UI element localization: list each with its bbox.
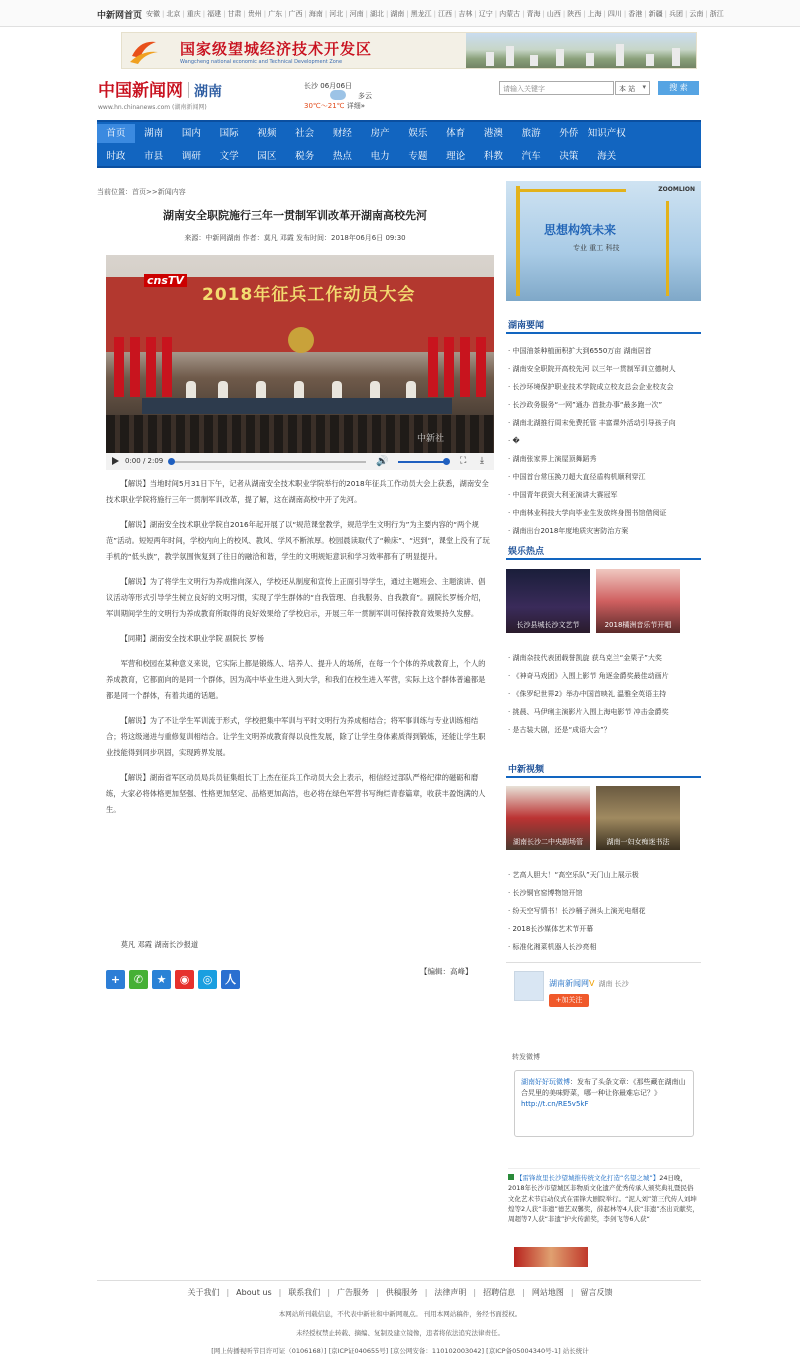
- qzone-icon[interactable]: ★: [152, 970, 171, 989]
- breadcrumb[interactable]: 当前位置：首页>>新闻内容: [97, 188, 186, 196]
- video-watermark: 中新社: [416, 434, 444, 444]
- footer-link[interactable]: 联系我们: [288, 1288, 321, 1297]
- province-link[interactable]: 云南: [689, 10, 704, 18]
- weather-temp: 30℃～21℃: [304, 102, 345, 110]
- thumb-caption: 湖南一妇女痴迷书法: [606, 838, 670, 846]
- weibo-widget: [506, 962, 701, 1149]
- thumb-caption: 2018橘洲音乐节开唱: [604, 621, 672, 629]
- province-link[interactable]: 山西: [546, 10, 561, 18]
- wechat-icon[interactable]: ✆: [129, 970, 148, 989]
- banner-title: 国家级望城经济技术开发区: [180, 40, 373, 58]
- verified-icon: V: [589, 979, 595, 988]
- province-link[interactable]: 湖北: [369, 10, 384, 18]
- ent-header: [506, 538, 701, 560]
- nav-item[interactable]: 房产: [370, 128, 390, 139]
- banner-subtitle: Wangcheng national economic and Technical Development Zone: [180, 59, 343, 65]
- ad-banner[interactable]: [121, 32, 697, 69]
- video-thumb[interactable]: [506, 786, 590, 850]
- weibo-post-link[interactable]: http://t.cn/RE5v5kF: [521, 1100, 589, 1108]
- province-link[interactable]: 河南: [349, 10, 364, 18]
- province-link[interactable]: 内蒙古: [499, 10, 521, 18]
- province-link[interactable]: 辽宁: [478, 10, 493, 18]
- province-link[interactable]: 福建: [207, 10, 222, 18]
- footer-link[interactable]: About us: [236, 1288, 272, 1297]
- news-link[interactable]: · 长沙政务服务“一网”通办 首批办事“最多跑一次”: [508, 396, 700, 414]
- news-link[interactable]: · 2018长沙媒体艺术节开幕: [508, 920, 700, 938]
- video-news-list: [508, 866, 700, 956]
- video-time: 0:00 / 2:09: [125, 457, 164, 465]
- province-link[interactable]: 海南: [308, 10, 323, 18]
- article-signature: 莫凡 邓霞 湖南长沙报道: [120, 940, 199, 949]
- news-link[interactable]: · 《神奇马戏团》入围上影节 角逐金爵奖最佳动画片: [508, 667, 700, 685]
- section-title: 中新视频: [508, 765, 545, 775]
- share-more-icon[interactable]: +: [106, 970, 125, 989]
- province-link[interactable]: 上海: [587, 10, 602, 18]
- footer-link[interactable]: 供稿服务: [385, 1288, 418, 1297]
- weather-cond: 多云: [358, 92, 372, 100]
- province-link[interactable]: 陕西: [567, 10, 582, 18]
- weibo-post-user[interactable]: 湖南好好玩微博: [521, 1078, 570, 1086]
- news-link[interactable]: · 中南林业科技大学向毕业生发放终身图书馆借阅证: [508, 504, 700, 522]
- weibo-post: [514, 1070, 694, 1137]
- footer-link[interactable]: 法律声明: [434, 1288, 467, 1297]
- province-link[interactable]: 广西: [288, 10, 303, 18]
- search-button[interactable]: 搜 索: [658, 81, 699, 95]
- weather-detail-link[interactable]: 详细»: [346, 102, 366, 110]
- tencent-icon[interactable]: ◎: [198, 970, 217, 989]
- ad-sub: 专业 重工 科技: [573, 244, 620, 252]
- article-paragraph: 【解说】湖南省军区动员局兵员征集组长丁上杰在征兵工作动员大会上表示，相信经过部队严格纪律的磁砺和磨练，大家必将体格更加坚强、性格更加坚定、品格更加高洁，也必将在绿色军营书写绚烂青春篇章，收获丰盈饱满的人生。: [106, 773, 486, 814]
- province-link[interactable]: 江西: [438, 10, 453, 18]
- nav-item[interactable]: 国内: [181, 128, 201, 139]
- feed-image[interactable]: [514, 1247, 588, 1267]
- article-paragraph: 【解说】为了将学生文明行为养成推向深入，学校还从制度和宣传上正面引导学生，通过主题班会、主题演讲、倡议活动等形式引导学生树立良好的文明习惯，实现了学生群体的“自我管理、自我服务、自我教育”。副院长罗杨介绍，军训期间学生的文明行为养成教育所取得的良好效果给了学校启示，开展三年一贯制军训可保持教育效果持久发酵。: [106, 577, 486, 618]
- nav-item[interactable]: 理论: [446, 151, 466, 162]
- nav-item[interactable]: 税务: [295, 151, 315, 162]
- hunan-news-list: [508, 342, 700, 540]
- video-stage-banner: 2018年征兵工作动员大会: [202, 285, 416, 305]
- news-link[interactable]: · 中国青年获资大利亚演讲大赛冠军: [508, 486, 700, 504]
- renren-icon[interactable]: 人: [221, 970, 240, 989]
- weibo-post-text: ：发布了头条文章：《那些藏在湖南山合旯里的美味野菜，哪一种让你最难忘记？》: [521, 1078, 686, 1097]
- search-scope-select[interactable]: 本 站 ▾: [615, 81, 650, 95]
- news-link[interactable]: · 湖南出台2018年度地质灾害防治方案: [508, 522, 700, 540]
- province-link[interactable]: 重庆: [186, 10, 201, 18]
- weibo-avatar[interactable]: [514, 971, 544, 1001]
- party-emblem-icon: [288, 327, 314, 353]
- ent-news-list: [508, 649, 700, 739]
- province-link[interactable]: 兵团: [668, 10, 683, 18]
- footer-link[interactable]: 广告服务: [337, 1288, 370, 1297]
- province-link[interactable]: 青海: [526, 10, 541, 18]
- news-link[interactable]: · 湖南北湖推行周末免费托管 丰富课外活动引导孩子向: [508, 414, 700, 432]
- nav-item[interactable]: 港澳: [483, 128, 503, 139]
- ent-thumbs: [506, 569, 701, 633]
- nav-item[interactable]: 文学: [219, 151, 239, 162]
- nav-item[interactable]: 体育: [446, 128, 466, 139]
- feed-square-icon: [508, 1174, 514, 1180]
- progress-knob[interactable]: [168, 458, 175, 465]
- news-link[interactable]: · 标准化湘菜机器人长沙亮相: [508, 938, 700, 956]
- news-link[interactable]: · 挑晨、马伊琍主演影片入围上海电影节 冲击金爵奖: [508, 703, 700, 721]
- video-thumbs: [506, 786, 701, 850]
- banner-city-photo: [466, 33, 696, 69]
- province-link[interactable]: 安徽: [146, 10, 160, 18]
- fullscreen-icon[interactable]: ⛶: [460, 456, 467, 466]
- province-link[interactable]: 贵州: [247, 10, 262, 18]
- search-input[interactable]: 请输入关键字: [499, 81, 614, 95]
- nav-item[interactable]: 时政: [106, 151, 126, 162]
- main-nav: [97, 120, 701, 168]
- news-link[interactable]: · �: [508, 432, 700, 450]
- weibo-feed-item: [508, 1168, 700, 1248]
- news-link[interactable]: · 艺高人胆大！“高空乐队”天门山上展示极: [508, 866, 700, 884]
- volume-knob[interactable]: [443, 458, 450, 465]
- nav-item[interactable]: 市县: [144, 151, 164, 162]
- section-title: 娱乐热点: [508, 547, 545, 557]
- province-link[interactable]: 吉林: [458, 10, 473, 18]
- news-link[interactable]: · 中国油茶种植面积扩大到6550万亩 湖南居首: [508, 342, 700, 360]
- province-link[interactable]: 新疆: [648, 10, 663, 18]
- nav-item[interactable]: 外侨: [559, 128, 579, 139]
- cloud-icon: [330, 90, 346, 100]
- nav-item[interactable]: 决策: [559, 151, 579, 162]
- feed-title[interactable]: 【雷锋故里长沙望城推传统文化打造“名望之城”】: [516, 1174, 660, 1182]
- play-icon[interactable]: [112, 457, 119, 465]
- nav-item[interactable]: 电力: [370, 151, 390, 162]
- news-link[interactable]: · 中国首台常压换刀超大直径盾构机顺利穿江: [508, 468, 700, 486]
- cnstv-logo: cnsTV: [144, 274, 187, 287]
- weibo-repost-label: 转发微博: [512, 1053, 540, 1061]
- news-link[interactable]: · 纷天空写情书！长沙桶子洲头上演光电烟花: [508, 902, 700, 920]
- article-body: [106, 476, 492, 827]
- share-bar: [106, 970, 240, 989]
- footer-divider: [97, 1280, 701, 1281]
- article-paragraph: 【解说】湖南安全技术职业学院自2016年起开展了以“规范课堂教学，规范学生文明行为”为主要内容的“两个规范”活动。短短两年时间，学校内向上的校风、教风、学风不断浓厚。校园晨读取代了“赖床”、“迟到”，课堂上没有了玩手机的“低头族”，教学氛围恢复到了往日的融洽和谐，学生的文明规矩意识和学习效率都有了明显提升。: [106, 520, 490, 561]
- article-paragraph: 军营和校园在某种意义来说，它实际上都是锻炼人、培养人、提升人的场所，在每一个个体的养成教育上，个人的养成教育，它都面向的是同一个群体，因为高中毕业生进入到大学，和我们在校生进入军营，实际上这个群体普遍都是都是同一个群体，有着共通的话题。: [106, 659, 486, 700]
- footer-license[interactable]: [网上传播视听节目许可证（0106168）] [京ICP证040655号] [京公网安备：110102003042] [京ICP备05004340号-1] 站长统计: [211, 1347, 589, 1355]
- news-link[interactable]: · 湖南张家界上演屋顶舞蹈秀: [508, 450, 700, 468]
- volume-bar[interactable]: [398, 461, 448, 463]
- progress-bar[interactable]: [169, 461, 366, 463]
- article-editor: 【编辑：高峰】: [420, 967, 473, 976]
- fire-logo-icon: [128, 36, 160, 66]
- article-paragraph: 【解说】当地时间5月31日下午，记者从湖南安全技术职业学院举行的2018年征兵工作动员大会上获悉，湖南安全技术职业学院将施行三年一贯制军训改革，提了解，这在湖南高校中开了先河。: [106, 479, 489, 504]
- footer-notice-1: 本网站所刊载信息，不代表中新社和中新网观点。 刊用本网站稿件，务经书面授权。: [278, 1310, 522, 1318]
- news-link[interactable]: · 长沙铜官窑博物馆开馆: [508, 884, 700, 902]
- top-bar: [0, 0, 800, 27]
- video-thumb[interactable]: [596, 786, 680, 850]
- nav-item[interactable]: 旅游: [521, 128, 541, 139]
- news-link[interactable]: · 是古装大剧，还是“成语大会”？: [508, 721, 700, 739]
- thumb-caption: 长沙县城长沙文艺节: [516, 621, 580, 629]
- video-player[interactable]: [106, 255, 494, 470]
- province-link[interactable]: 浙江: [709, 10, 724, 18]
- weather-date: 06月06日: [320, 82, 353, 90]
- site-region: 湖南: [194, 84, 222, 100]
- video-news-header: [506, 756, 701, 778]
- section-title: 湖南要闻: [508, 321, 545, 331]
- article-title: 湖南安全职院施行三年一贯制军训改革开湖南高校先河: [163, 209, 427, 222]
- article-paragraph: 【解说】为了不让学生军训流于形式，学校把集中军训与平时文明行为养成相结合；将军事训练与专业训练相结合；将这级递进与重修复训相结合。让学生文明养成教育得以良性发展，除了让学生身体素质得到锻炼，还能让学生职业技能得到同步巩固，实现跨界发展。: [106, 716, 486, 757]
- nav-item[interactable]: 首页: [97, 124, 135, 143]
- chinanews-home-link[interactable]: 中新网首页: [97, 11, 143, 21]
- nav-item[interactable]: 视频: [257, 128, 277, 139]
- volume-icon[interactable]: 🔊: [376, 456, 389, 467]
- thumb-caption: 湖南长沙二中央剧场管: [513, 838, 583, 846]
- nav-item[interactable]: 财经: [332, 128, 352, 139]
- ent-thumb[interactable]: [506, 569, 590, 633]
- follow-button[interactable]: +加关注: [549, 994, 589, 1007]
- nav-item[interactable]: 海关: [597, 151, 617, 162]
- province-link[interactable]: 香港: [628, 10, 643, 18]
- video-frame: [106, 255, 494, 453]
- footer-links: 关于我们 | About us | 联系我们 | 广告服务 | 供稿服务 | 法律声明 | 招聘信息 | 网站地图 | 留言反馈: [187, 1288, 613, 1297]
- ad-brand: ZOOMLION: [658, 186, 695, 193]
- nav-item[interactable]: 国际: [219, 128, 239, 139]
- news-link[interactable]: · 湖南杂技代表团载誉凯旋 获乌克兰“金栗子”大奖: [508, 649, 700, 667]
- nav-item[interactable]: 知识产权: [587, 128, 626, 139]
- article-meta: 来源：中新网湖南 作者：莫凡 邓霞 发布时间：2018年06月6日 09:30: [184, 234, 406, 242]
- province-link[interactable]: 甘肃: [227, 10, 242, 18]
- province-link[interactable]: 黑龙江: [410, 10, 432, 18]
- article-paragraph: 【同期】湖南安全技术职业学院 副院长 罗杨: [120, 634, 264, 643]
- nav-item[interactable]: 湖南: [144, 128, 164, 139]
- weibo-icon[interactable]: ◉: [175, 970, 194, 989]
- nav-item[interactable]: 娱乐: [408, 128, 428, 139]
- province-link[interactable]: 河北: [329, 10, 344, 18]
- nav-item[interactable]: 热点: [332, 151, 352, 162]
- weather-widget: [304, 81, 372, 111]
- nav-row-1: [97, 124, 701, 143]
- nav-item[interactable]: 社会: [295, 128, 315, 139]
- video-controls: [106, 453, 494, 470]
- ad-slogan: 思想构筑未来: [544, 223, 617, 237]
- zoomlion-ad[interactable]: [506, 181, 701, 301]
- nav-row-2: [97, 147, 701, 166]
- site-logo[interactable]: [98, 76, 222, 111]
- hunan-news-header: [506, 312, 701, 334]
- footer-link[interactable]: 关于我们: [187, 1288, 220, 1297]
- nav-item[interactable]: 科教: [483, 151, 503, 162]
- province-link[interactable]: 湖南: [390, 10, 405, 18]
- news-link[interactable]: · 《侏罗纪世界2》举办中国首映礼 温雅全英语主持: [508, 685, 700, 703]
- province-link[interactable]: 广东: [268, 10, 283, 18]
- weather-city: 长沙: [304, 82, 318, 90]
- ent-thumb[interactable]: [596, 569, 680, 633]
- province-links: 安徽 | 北京 | 重庆 | 福建 | 甘肃 | 贵州 | 广东 | 广西 | 海南 | 河北 | 河南 | 湖北 | 湖南 | 黑龙江 | 江西 | 吉林 | 辽宁 | 内蒙古 | 青海 | 山西 | 陕西 | 上海 | 四川 | 香港 | 新疆 | 兵团 | 云南 | 浙江: [146, 10, 724, 18]
- nav-item[interactable]: 园区: [257, 151, 277, 162]
- weibo-name[interactable]: 湖南新闻网: [549, 979, 589, 988]
- news-link[interactable]: · 湖南安全职院开高校先河 以三年一贯制军训立德树人: [508, 360, 700, 378]
- province-link[interactable]: 北京: [166, 10, 181, 18]
- footer-link[interactable]: 网站地图: [531, 1288, 564, 1297]
- nav-item[interactable]: 专题: [408, 151, 428, 162]
- site-url: www.hn.chinanews.com (湖南新闻网): [98, 104, 207, 111]
- nav-item[interactable]: 汽车: [521, 151, 541, 162]
- feed-text: 24日晚，2018年长沙市望城区非物质文化遗产优秀传承人颁奖典礼暨民俗文化艺术节启动仪式在雷锋大剧院举行。“泥人刘”第三代传人刘坤煌等2人获“非遗”德艺双馨奖，薛起林等4人获“非遗”杰出贡献奖，周超等7人获“非遗”护火传薪奖，李剑飞等6人获“: [508, 1174, 699, 1224]
- news-link[interactable]: · 长沙环境保护职业技术学院成立校友总会企业校友会: [508, 378, 700, 396]
- download-icon[interactable]: ⤓: [480, 456, 484, 466]
- footer-link[interactable]: 招聘信息: [483, 1288, 516, 1297]
- weibo-location: 湖南 长沙: [598, 980, 629, 988]
- nav-item[interactable]: 调研: [181, 151, 201, 162]
- site-logo-text: 中国新闻网: [98, 81, 183, 101]
- footer-link[interactable]: 留言反馈: [580, 1288, 613, 1297]
- province-link[interactable]: 四川: [607, 10, 622, 18]
- footer-notice-2: 未经授权禁止转载、摘编、复制及建立镜像，违者将依法追究法律责任。: [296, 1329, 504, 1337]
